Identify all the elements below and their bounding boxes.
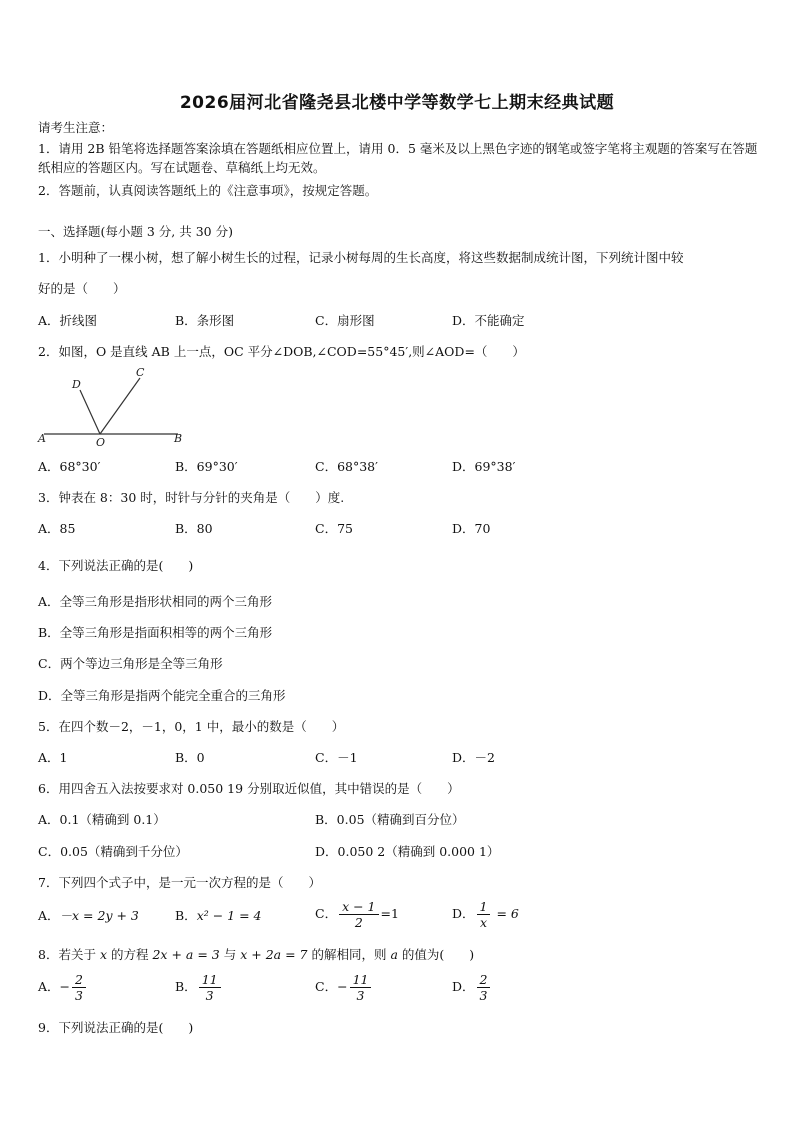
- q6-option-b: B．0.05（精确到百分位）: [315, 812, 465, 827]
- q7-a-label: A．: [38, 908, 60, 923]
- q2-option-c: C．68°38′: [315, 459, 378, 474]
- q6-option-d: D．0.050 2（精确到 0.000 1）: [315, 844, 500, 859]
- q7-stem: 7．下列四个式子中，是一元一次方程的是（ ）: [38, 875, 321, 890]
- q4-option-b: B．全等三角形是指面积相等的两个三角形: [38, 625, 273, 640]
- q1-option-b: B．条形图: [175, 313, 235, 328]
- label-a: A: [38, 432, 46, 445]
- q8-option-c: [315, 972, 373, 1003]
- q2-stem: 2．如图，O 是直线 AB 上一点，OC 平分∠DOB,∠COD=55°45′,则∠AOD=（ ）: [38, 344, 525, 359]
- q8-stem-b: 的方程: [110, 947, 149, 962]
- q8-d-den: 3: [479, 988, 488, 1003]
- q7-c-den: 2: [354, 915, 363, 930]
- ray-od: [80, 390, 100, 434]
- q3-option-d: D．70: [452, 521, 491, 536]
- q5-option-d: D．－2: [452, 750, 495, 765]
- q2-option-d: D．69°38′: [452, 459, 516, 474]
- q8-stem-e: 的值为( ): [401, 947, 475, 962]
- q5-option-b: B．0: [175, 750, 205, 765]
- q8-eq1: 2x + a = 3: [152, 947, 220, 962]
- q7-option-c: [315, 899, 399, 930]
- q8-a-den: 3: [75, 988, 83, 1003]
- q8-b-num: 11: [199, 972, 221, 988]
- q4-option-a: A．全等三角形是指形状相同的两个三角形: [38, 594, 273, 609]
- q8-b-den: 3: [205, 988, 214, 1003]
- q8-var-a: a: [390, 947, 398, 962]
- q3-option-c: C．75: [315, 521, 353, 536]
- q8-a-sign: −: [59, 979, 71, 994]
- q1-stem-line1: 1．小明种了一棵小树，想了解小树生长的过程，记录小树每周的生长高度，将这些数据制成统计图，下列统计图中较: [38, 250, 684, 265]
- q7-option-b: [175, 908, 262, 924]
- q8-d-num: 2: [477, 972, 491, 988]
- q7-d-label: D．: [452, 906, 475, 921]
- label-o: O: [96, 436, 106, 448]
- q4-option-d: D．全等三角形是指两个能完全重合的三角形: [38, 688, 286, 703]
- q8-stem-a: 8．若关于: [38, 947, 96, 962]
- q7-b-expr: x² − 1 = 4: [196, 908, 262, 923]
- q9-stem: 9．下列说法正确的是( ): [38, 1020, 194, 1035]
- q8-a-label: A．: [38, 979, 60, 994]
- q5-stem: 5．在四个数－2，－1，0，1 中，最小的数是（ ）: [38, 719, 345, 734]
- section-heading: 一、选择题(每小题 3 分, 共 30 分): [38, 224, 233, 239]
- q1-stem-line2: 好的是（ ）: [38, 281, 126, 296]
- q8-c-label: C．: [315, 979, 338, 994]
- q8-stem: [38, 947, 474, 963]
- q8-option-d: [452, 972, 492, 1003]
- q7-d-num: 1: [477, 899, 491, 915]
- notice-heading: 请考生注意：: [38, 120, 114, 135]
- label-b: B: [174, 432, 183, 445]
- q6-option-c: C．0.05（精确到千分位）: [38, 844, 188, 859]
- label-c: C: [136, 366, 145, 379]
- q8-c-den: 3: [356, 988, 365, 1003]
- q7-b-label: B．: [175, 908, 197, 923]
- q1-option-a: A．折线图: [38, 313, 98, 328]
- q7-c-fraction: [339, 899, 378, 930]
- q8-d-fraction: [477, 972, 491, 1003]
- q8-stem-d: 的解相同，则: [311, 947, 387, 962]
- q8-d-label: D．: [452, 979, 475, 994]
- q8-option-a: [38, 972, 88, 1003]
- q8-c-fraction: [350, 972, 372, 1003]
- q4-stem: 4．下列说法正确的是( ): [38, 558, 194, 573]
- q4-option-c: C．两个等边三角形是全等三角形: [38, 656, 223, 671]
- q7-c-tail: =1: [380, 906, 399, 921]
- q8-b-fraction: [199, 972, 221, 1003]
- q8-stem-c: 与: [223, 947, 237, 962]
- q3-stem: 3．钟表在 8：30 时，时针与分针的夹角是（ ）度.: [38, 490, 345, 505]
- q7-option-a: [38, 908, 139, 924]
- q5-option-a: A．1: [38, 750, 68, 765]
- q3-option-a: A．85: [38, 521, 76, 536]
- q8-b-label: B．: [175, 979, 197, 994]
- notice-item-1: 1．请用 2B 铅笔将选择题答案涂填在答题纸相应位置上，请用 0．5 毫米及以上黑色字迹的钢笔或签字笔将主观题的答案写在答题纸相应的答题区内。写在试题卷、草稿纸上均无效。: [38, 141, 758, 175]
- q7-c-label: C．: [315, 906, 338, 921]
- q7-d-fraction: [477, 899, 491, 930]
- q3-option-b: B．80: [175, 521, 213, 536]
- q2-option-b: B．69°30′: [175, 459, 238, 474]
- q6-stem: 6．用四舍五入法按要求对 0.050 19 分别取近似值，其中错误的是（ ）: [38, 781, 460, 796]
- page-title: 2026届河北省隆尧县北楼中学等数学七上期末经典试题: [179, 93, 615, 113]
- q8-option-b: [175, 972, 223, 1003]
- q1-option-d: D．不能确定: [452, 313, 525, 328]
- q7-option-d: [452, 899, 519, 930]
- q8-var-x: x: [99, 947, 107, 962]
- q5-option-c: C．－1: [315, 750, 358, 765]
- q7-d-tail: = 6: [492, 906, 519, 921]
- label-d: D: [72, 378, 81, 391]
- ray-oc: [100, 378, 140, 434]
- q7-a-expr: －x = 2y + 3: [59, 908, 139, 923]
- q8-eq2: x + 2a = 7: [240, 947, 308, 962]
- q1-option-c: C．扇形图: [315, 313, 375, 328]
- q8-a-num: 2: [72, 972, 86, 988]
- q6-option-a: A．0.1（精确到 0.1）: [38, 812, 166, 827]
- q2-option-a: A．68°30′: [38, 459, 101, 474]
- q8-c-sign: −: [337, 979, 348, 994]
- q7-c-num: x − 1: [339, 899, 378, 915]
- q2-figure: [36, 364, 196, 448]
- notice-item-2: 2．答题前，认真阅读答题纸上的《注意事项》，按规定答题。: [38, 183, 378, 198]
- q8-a-fraction: [72, 972, 86, 1003]
- q8-c-num: 11: [350, 972, 372, 988]
- q7-d-den: x: [479, 915, 488, 930]
